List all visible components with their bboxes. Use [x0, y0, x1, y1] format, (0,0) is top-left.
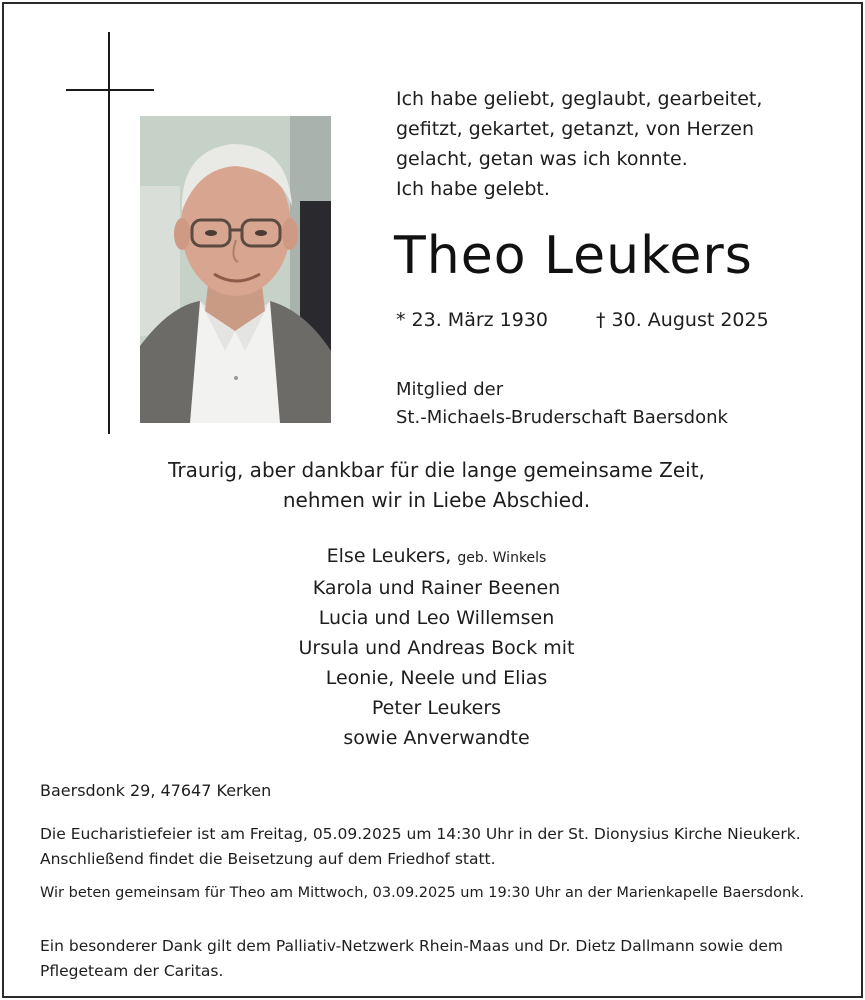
membership [396, 376, 728, 432]
membership-line: St.-Michaels-Bruderschaft Baersdonk [396, 407, 728, 428]
death-date: † 30. August 2025 [596, 309, 769, 331]
family-member [4, 541, 865, 573]
membership-line: Mitglied der [396, 379, 504, 400]
family-member: sowie Anverwandte [343, 727, 530, 749]
birth-date: * 23. März 1930 [396, 309, 549, 331]
prayer-info: Wir beten gemeinsam für Theo am Mittwoch, 03.09.2025 um 19:30 Uhr an der Marienkapelle Baersdonk. [40, 885, 805, 901]
family-member: Ursula und Andreas Bock mit [298, 637, 575, 659]
service-line: Anschließend findet die Beisetzung auf dem Friedhof statt. [40, 850, 496, 868]
mourning-line: nehmen wir in Liebe Abschied. [282, 488, 591, 512]
cross-icon-bar [66, 89, 154, 91]
poem-line: gelacht, getan was ich konnte. [396, 148, 688, 170]
obituary-frame [2, 2, 863, 998]
thanks-note [40, 934, 783, 984]
address: Baersdonk 29, 47647 Kerken [40, 781, 272, 800]
family-member: Karola und Rainer Beenen [312, 577, 561, 599]
poem-line: gefitzt, gekartet, getanzt, von Herzen [396, 118, 755, 140]
family-member: Lucia und Leo Willemsen [318, 607, 555, 629]
poem [396, 84, 762, 204]
family-member: Leonie, Neele und Elias [325, 667, 548, 689]
cross-icon [108, 32, 110, 434]
maiden-name: geb. Winkels [457, 550, 547, 566]
service-line: Die Eucharistiefeier ist am Freitag, 05.09.2025 um 14:30 Uhr in der St. Dionysius Kirche Nieukerk. [40, 825, 801, 843]
family-list [4, 541, 865, 753]
service-info [40, 822, 801, 872]
poem-line: Ich habe geliebt, geglaubt, gearbeitet, [396, 88, 763, 110]
thanks-line: Ein besonderer Dank gilt dem Palliativ-Netzwerk Rhein-Maas und Dr. Dietz Dallmann sowie dem [40, 937, 783, 955]
thanks-line: Pflegeteam der Caritas. [40, 962, 224, 980]
portrait-photo [140, 116, 331, 423]
mourning-text [4, 455, 865, 515]
poem-line: Ich habe gelebt. [396, 178, 550, 200]
deceased-name: Theo Leukers [394, 226, 753, 286]
family-member-name: Else Leukers, [326, 545, 452, 567]
mourning-line: Traurig, aber dankbar für die lange gemeinsame Zeit, [168, 458, 705, 482]
family-member: Peter Leukers [371, 697, 502, 719]
